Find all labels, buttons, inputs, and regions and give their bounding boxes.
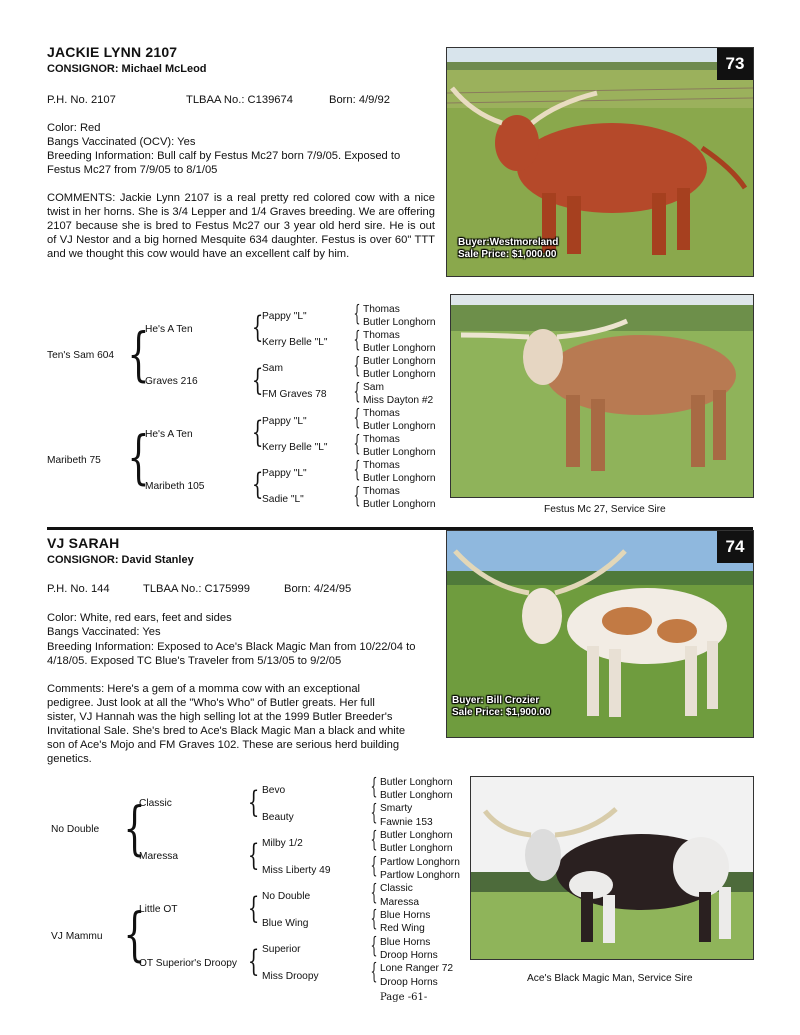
brace: { (353, 380, 361, 405)
lot74-ped-gen4: Partlow Longhorn (380, 870, 460, 881)
lot73-ped-gen3: Sam (262, 363, 283, 374)
lot74-breeding: Breeding Information: Exposed to Ace's Black Magic Man from 10/22/04 to 4/18/05. Exposed TC Blue's Traveler from 5/13/05 to 9/2/05 (47, 641, 416, 667)
lot73-ped-gen3: Sadie "L" (262, 494, 304, 505)
brace: { (251, 467, 264, 502)
lot73-buyer: Buyer:Westmoreland (458, 237, 559, 248)
brace: { (123, 794, 146, 862)
brace: { (127, 423, 150, 491)
lot74-color: Color: White, red ears, feet and sides (47, 612, 232, 624)
brace: { (353, 328, 361, 353)
lot73-number-badge: 73 (717, 48, 753, 80)
lot74-buyer: Buyer: Bill Crozier (452, 695, 540, 706)
brace: { (247, 838, 260, 873)
lot74-ped-gen4: Smarty (380, 803, 413, 814)
lot74-ped-gen4: Butler Longhorn (380, 777, 453, 788)
brace: { (370, 775, 378, 800)
lot73-ped-gen4: Butler Longhorn (363, 369, 436, 380)
brace: { (247, 891, 260, 926)
brace: { (370, 828, 378, 853)
lot73-ped-gen2: He's A Ten (145, 429, 193, 440)
lot74-ped-gen3: Blue Wing (262, 918, 309, 929)
longhorn-bull-image (451, 295, 753, 497)
lot74-ped-gen4: Partlow Longhorn (380, 857, 460, 868)
lot74-ped-gen4: Droop Horns (380, 950, 438, 961)
lot74-ped-gen4: Butler Longhorn (380, 790, 453, 801)
lot74-tlbaa-no: TLBAA No.: C175999 (143, 583, 250, 595)
lot73-ped-sire: Ten's Sam 604 (47, 350, 115, 361)
lot74-comments-line: Invitational Sale. She's bred to Ace's Black Magic Man a black and white (47, 725, 406, 737)
lot73-ped-gen4: Thomas (363, 330, 400, 341)
lot74-ped-sire: No Double (51, 824, 100, 835)
brace: { (353, 406, 361, 431)
lot74-ped-gen4: Droop Horns (380, 977, 438, 988)
lot73-ped-gen3: Pappy "L" (262, 468, 307, 479)
lot73-ped-gen3: Kerry Belle "L" (262, 337, 328, 348)
lot73-color: Color: Red (47, 122, 101, 134)
lot74-ped-gen4: Lone Ranger 72 (380, 963, 454, 974)
lot74-ped-gen4: Blue Horns (380, 910, 431, 921)
lot74-sire-photo (470, 776, 754, 960)
brace: { (370, 907, 378, 932)
brace: { (251, 363, 264, 398)
lot74-comments-line: Comments: Here's a gem of a momma cow with an exceptional (47, 683, 361, 695)
lot73-ped-gen4: Thomas (363, 408, 400, 419)
lot73-breeding: Breeding Information: Bull calf by Festus Mc27 born 7/9/05. Exposed to Festus Mc27 from 7/9/05 to 8/1/05 (47, 150, 401, 176)
lot73-ped-gen3: Kerry Belle "L" (262, 442, 328, 453)
lot73-ph-no: P.H. No. 2107 (47, 94, 116, 106)
lot73-ped-gen2: Graves 216 (145, 376, 198, 387)
lot73-ped-gen4: Butler Longhorn (363, 421, 436, 432)
brace: { (370, 801, 378, 826)
lot73-ped-gen4: Thomas (363, 434, 400, 445)
brace: { (353, 484, 361, 509)
lot74-comments-line: pedigree. Just look at all the "Who's Who" of Butler greats. Her full (47, 697, 375, 709)
brace: { (353, 458, 361, 483)
lot73-ped-gen3: Pappy "L" (262, 416, 307, 427)
lot73-ped-gen4: Thomas (363, 460, 400, 471)
lot73-ped-gen4: Butler Longhorn (363, 447, 436, 458)
lot73-ped-gen3: Pappy "L" (262, 311, 307, 322)
lot74-bangs: Bangs Vaccinated: Yes (47, 626, 161, 638)
lot74-number-badge: 74 (717, 531, 753, 563)
lot74-ped-gen4: Maressa (380, 897, 420, 908)
lot73-born: Born: 4/9/92 (329, 94, 390, 106)
brace: { (353, 302, 361, 327)
lot74-sire-caption: Ace's Black Magic Man, Service Sire (527, 973, 693, 984)
lot73-sire-photo (450, 294, 754, 498)
lot73-photo (446, 47, 754, 277)
brace: { (370, 854, 378, 879)
brace: { (353, 354, 361, 379)
lot73-ped-gen4: Butler Longhorn (363, 473, 436, 484)
lot74-ped-gen4: Fawnie 153 (380, 817, 433, 828)
brace: { (353, 432, 361, 457)
lot74-consignor: CONSIGNOR: David Stanley (47, 554, 194, 566)
lot74-comments-line: son of Ace's Mojo and FM Graves 102. These are serious herd building (47, 739, 400, 751)
black-white-bull-image (471, 777, 753, 959)
brace: { (251, 415, 264, 450)
lot74-born: Born: 4/24/95 (284, 583, 352, 595)
brace: { (370, 960, 378, 985)
lot73-tlbaa-no: TLBAA No.: C139674 (186, 94, 293, 106)
lot73-consignor: CONSIGNOR: Michael McLeod (47, 63, 207, 75)
lot73-sale-price: Sale Price: $1,000.00 (458, 249, 557, 260)
lot74-ped-gen3: Superior (262, 944, 301, 955)
lot74-ped-gen2: Maressa (139, 851, 179, 862)
lot73-comments: COMMENTS: Jackie Lynn 2107 is a real pretty red colored cow with a nice twist in her horns. She is 3/4 Lepper and 1/4 Graves breeding. We are offering 2107 because she is bred to Festus Mc27 our 3 year old herd sire. He is out of VJ Nestor and a big horned Mesquite 634 daughter. Festus is over 60" TTT and we thought this cow would have an excellent calf by him. (47, 192, 435, 260)
brace: { (247, 785, 260, 820)
brace: { (370, 881, 378, 906)
lot73-sire-caption: Festus Mc 27, Service Sire (544, 504, 666, 515)
lot74-ped-gen4: Red Wing (380, 923, 425, 934)
lot74-comments-line: genetics. (47, 753, 92, 765)
lot73-ped-gen4: Butler Longhorn (363, 356, 436, 367)
lot74-ped-gen4: Butler Longhorn (380, 843, 453, 854)
lot73-ped-gen2: Maribeth 105 (145, 481, 205, 492)
lot73-ped-gen4: Butler Longhorn (363, 343, 436, 354)
lot73-bangs: Bangs Vaccinated (OCV): Yes (47, 136, 196, 148)
lot73-ped-dam: Maribeth 75 (47, 455, 101, 466)
lot74-ped-gen2: Classic (139, 798, 172, 809)
page-number: Page -61- (380, 992, 428, 1003)
lot74-comments (47, 682, 442, 766)
lot73-ped-gen4: Butler Longhorn (363, 499, 436, 510)
lot73-ped-gen4: Butler Longhorn (363, 317, 436, 328)
lot73-title: JACKIE LYNN 2107 (47, 44, 178, 60)
lot73-ped-gen4: Sam (363, 382, 384, 393)
lot73-ped-gen4: Miss Dayton #2 (363, 395, 434, 406)
lot74-ped-gen3: Miss Liberty 49 (262, 865, 331, 876)
lot74-sale-price: Sale Price: $1,900.00 (452, 707, 551, 718)
lot74-ped-gen2: Little OT (139, 904, 178, 915)
lot74-ped-gen3: Milby 1/2 (262, 838, 303, 849)
lot74-photo (446, 530, 754, 738)
lot73-ped-gen4: Thomas (363, 304, 400, 315)
lot74-ped-gen3: Miss Droopy (262, 971, 319, 982)
lot74-ped-gen3: No Double (262, 891, 311, 902)
lot74-title: VJ SARAH (47, 535, 120, 551)
lot73-ped-gen3: FM Graves 78 (262, 389, 327, 400)
brace: { (123, 900, 146, 968)
lot74-ped-gen2: OT Superior's Droopy (139, 958, 238, 969)
brace: { (247, 944, 260, 979)
lot74-ped-gen4: Butler Longhorn (380, 830, 453, 841)
brace: { (370, 934, 378, 959)
lot74-comments-line: sister, VJ Hannah was the high selling lot at the 1999 Butler Breeder's (47, 711, 393, 723)
brace: { (251, 310, 264, 345)
lot74-ped-gen4: Classic (380, 883, 413, 894)
lot74-ped-gen3: Beauty (262, 812, 294, 823)
lot74-ph-no: P.H. No. 144 (47, 583, 110, 595)
lot73-ped-gen4: Thomas (363, 486, 400, 497)
lot74-ped-dam: VJ Mammu (51, 931, 103, 942)
brace: { (127, 320, 150, 388)
lot73-ped-gen2: He's A Ten (145, 324, 193, 335)
lot74-ped-gen3: Bevo (262, 785, 286, 796)
lot74-ped-gen4: Blue Horns (380, 937, 431, 948)
